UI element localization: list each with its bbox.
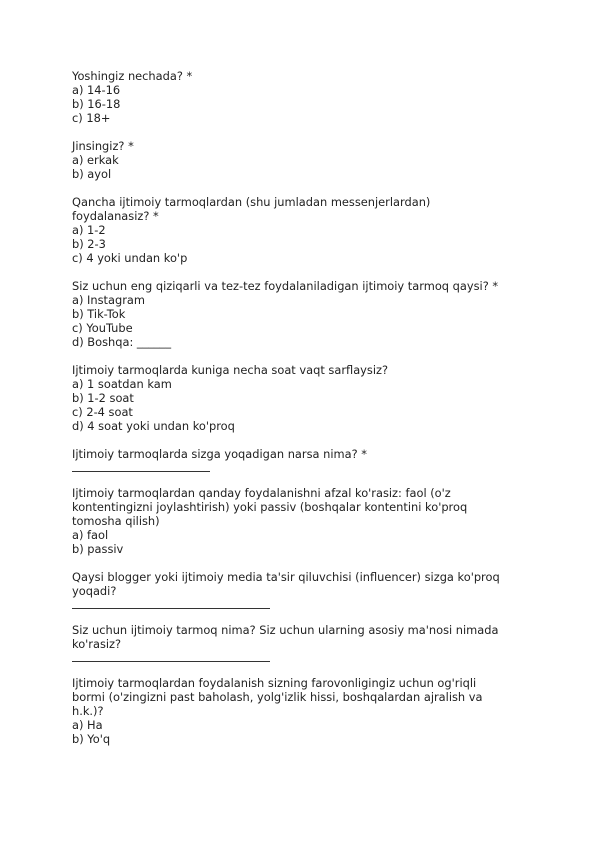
- option: a) erkak: [72, 153, 119, 167]
- option: a) faol: [72, 528, 109, 542]
- answer-blank-line: [72, 598, 270, 609]
- question-text: kontentingizni joylashtirish) yoki passiv (boshqalar kontentini ko'proq: [72, 500, 468, 514]
- question-text: Ijtimoiy tarmoqlarda kuniga necha soat vaqt sarflaysiz?: [72, 363, 389, 377]
- question-text: yoqadi?: [72, 584, 117, 598]
- option: b) ayol: [72, 167, 112, 181]
- question-gender: [72, 139, 556, 181]
- option: b) passiv: [72, 542, 124, 556]
- question-text: Qaysi blogger yoki ijtimoiy media ta'sir qiluvchisi (influencer) sizga ko'proq: [72, 570, 500, 584]
- question-what-you-like: [72, 447, 556, 472]
- option: d) Boshqa: ______: [72, 335, 172, 349]
- question-meaning: [72, 623, 556, 662]
- option: c) YouTube: [72, 321, 133, 335]
- question-text: ko'rasiz?: [72, 637, 122, 651]
- question-text: Ijtimoiy tarmoqlardan foydalanish sizning farovonligingiz uchun og'riqli: [72, 676, 477, 690]
- question-text: Ijtimoiy tarmoqlarda sizga yoqadigan narsa nima? *: [72, 447, 367, 461]
- option: a) Ha: [72, 718, 103, 732]
- option: b) Tik-Tok: [72, 307, 126, 321]
- option: a) 1-2: [72, 223, 106, 237]
- option: b) Yo'q: [72, 732, 111, 746]
- option: a) Instagram: [72, 293, 145, 307]
- question-favorite-network: [72, 279, 556, 349]
- question-age: [72, 69, 556, 125]
- question-hours: [72, 363, 556, 433]
- option: c) 2-4 soat: [72, 405, 133, 419]
- question-blogger: [72, 570, 556, 609]
- question-text: Ijtimoiy tarmoqlardan qanday foydalanishni afzal ko'rasiz: faol (o'z: [72, 486, 451, 500]
- question-network-count: [72, 195, 556, 265]
- question-text: tomosha qilish): [72, 514, 160, 528]
- option: a) 1 soatdan kam: [72, 377, 172, 391]
- question-text: foydalanasiz? *: [72, 209, 159, 223]
- question-text: bormi (o'zingizni past baholash, yolg'izlik hissi, boshqalardan ajralish va: [72, 690, 483, 704]
- answer-blank-line: [72, 651, 270, 662]
- option: b) 1-2 soat: [72, 391, 134, 405]
- option: b) 16-18: [72, 97, 121, 111]
- option: c) 18+: [72, 111, 111, 125]
- question-text: Jinsingiz? *: [72, 139, 134, 153]
- question-wellbeing: [72, 676, 556, 746]
- question-text: Yoshingiz nechada? *: [72, 69, 193, 83]
- question-text: h.k.)?: [72, 704, 104, 718]
- option: c) 4 yoki undan ko'p: [72, 251, 188, 265]
- question-text: Siz uchun ijtimoiy tarmoq nima? Siz uchun ularning asosiy ma'nosi nimada: [72, 623, 499, 637]
- answer-blank-line: [72, 461, 210, 472]
- option: b) 2-3: [72, 237, 106, 251]
- question-active-passive: [72, 486, 556, 556]
- option: a) 14-16: [72, 83, 121, 97]
- question-text: Qancha ijtimoiy tarmoqlardan (shu jumladan messenjerlardan): [72, 195, 431, 209]
- option: d) 4 soat yoki undan ko'proq: [72, 419, 235, 433]
- question-text: Siz uchun eng qiziqarli va tez-tez foydalaniladigan ijtimoiy tarmoq qaysi? *: [72, 279, 499, 293]
